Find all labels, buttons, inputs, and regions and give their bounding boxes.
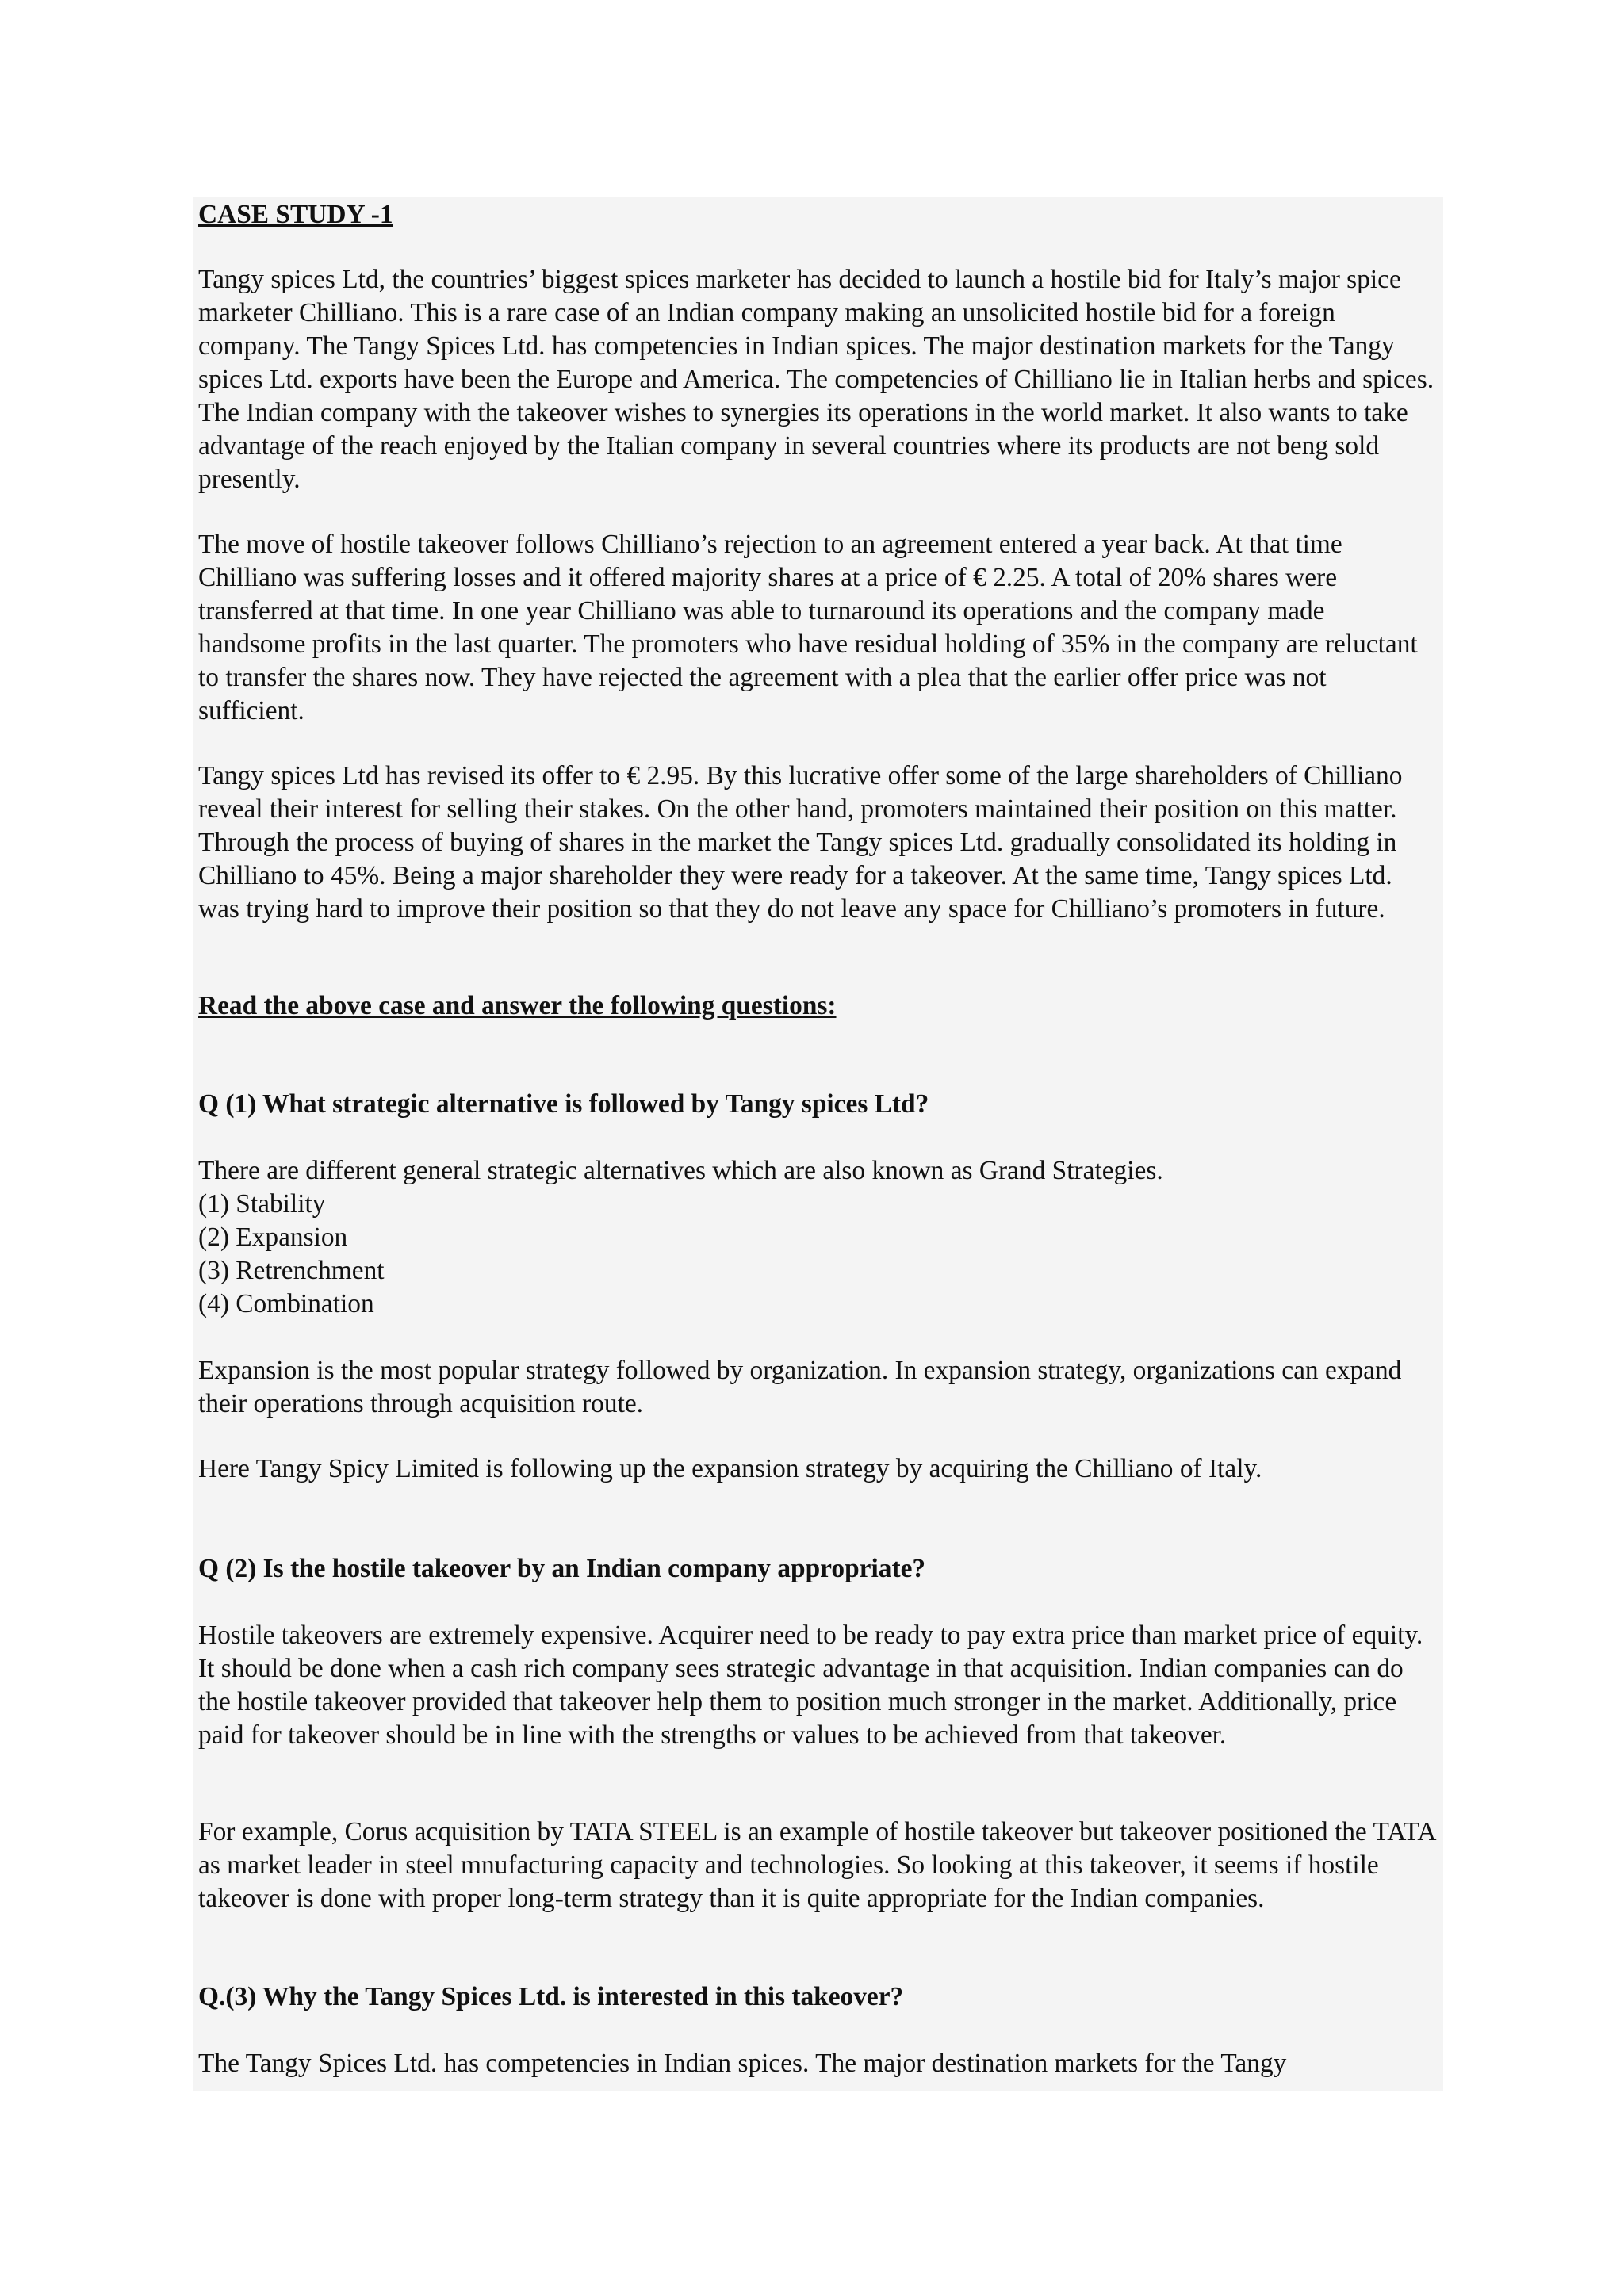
q1-answer-1: Expansion is the most popular strategy followed by organization. In expansion strategy, organizations can expand their operations through acquisition route. xyxy=(198,1356,1402,1418)
q1-list-item: (4) Combination xyxy=(198,1289,374,1318)
case-paragraph-2: The move of hostile takeover follows Chilliano’s rejection to an agreement entered a year back. At that time Chilliano was suffering losses and it offered majority shares at a price of € 2.25. A total of 20% shares were transferred at that time. In one year Chilliano was able to turnaround its operations and the company made handsome profits in the last quarter. The promoters who have residual holding of 35% in the company are reluctant to transfer the shares now. They have rejected the agreement with a plea that the earlier offer price was not sufficient. xyxy=(198,530,1418,725)
q2-answer-2: For example, Corus acquisition by TATA STEEL is an example of hostile takeover but takeover positioned the TATA as market leader in steel mnufacturing capacity and technologies. So looking at this takeover, it seems if hostile takeover is done with proper long-term strategy than it is quite appropriate for the Indian companies. xyxy=(198,1817,1435,1913)
question-3: Q.(3) Why the Tangy Spices Ltd. is interested in this takeover? xyxy=(198,1982,904,2011)
q1-list-item: (3) Retrenchment xyxy=(198,1256,385,1285)
q1-list-item: (2) Expansion xyxy=(198,1223,348,1252)
question-1: Q (1) What strategic alternative is followed by Tangy spices Ltd? xyxy=(198,1089,929,1119)
case-study-title: CASE STUDY -1 xyxy=(198,200,393,229)
question-2: Q (2) Is the hostile takeover by an Indian company appropriate? xyxy=(198,1554,926,1583)
q1-list-item: (1) Stability xyxy=(198,1189,326,1219)
case-paragraph-1: Tangy spices Ltd, the countries’ biggest spices marketer has decided to launch a hostile bid for Italy’s major spice marketer Chilliano. This is a rare case of an Indian company making an unsolicited hostile bid for a foreign company. The Tangy Spices Ltd. has competencies in Indian spices. The major destination markets for the Tangy spices Ltd. exports have been the Europe and America. The competencies of Chilliano lie in Italian herbs and spices. The Indian company with the takeover wishes to synergies its operations in the world market. It also wants to take advantage of the reach enjoyed by the Italian company in several countries where its products are not beng sold presently. xyxy=(198,265,1434,494)
instruction-heading: Read the above case and answer the following questions: xyxy=(198,991,837,1020)
document-page xyxy=(193,197,1443,2091)
q2-answer-1: Hostile takeovers are extremely expensive. Acquirer need to be ready to pay extra price than market price of equity. It should be done when a cash rich company sees strategic advantage in that acquisition. Indian companies can do the hostile takeover provided that takeover help them to position much stronger in the market. Additionally, price paid for takeover should be in line with the strengths or values to be achieved from that takeover. xyxy=(198,1621,1423,1750)
q1-intro: There are different general strategic alternatives which are also known as Grand Strategies. xyxy=(198,1156,1163,1185)
q3-answer-1: The Tangy Spices Ltd. has competencies in Indian spices. The major destination markets for the Tangy xyxy=(198,2049,1287,2078)
q1-answer-2: Here Tangy Spicy Limited is following up the expansion strategy by acquiring the Chilliano of Italy. xyxy=(198,1454,1262,1483)
case-paragraph-3: Tangy spices Ltd has revised its offer to € 2.95. By this lucrative offer some of the large shareholders of Chilliano reveal their interest for selling their stakes. On the other hand, promoters maintained their position on this matter. Through the process of buying of shares in the market the Tangy spices Ltd. gradually consolidated its holding in Chilliano to 45%. Being a major shareholder they were ready for a takeover. At the same time, Tangy spices Ltd. was trying hard to improve their position so that they do not leave any space for Chilliano’s promoters in future. xyxy=(198,761,1403,924)
